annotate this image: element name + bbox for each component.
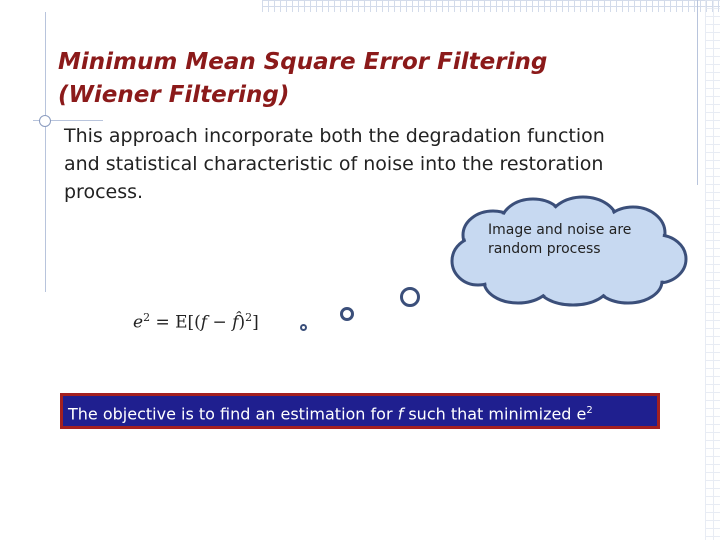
title-line-2: (Wiener Filtering): [58, 82, 290, 108]
formula-close: ): [238, 312, 246, 333]
mse-formula: [133, 311, 259, 333]
formula-minus: −: [207, 312, 233, 333]
formula-fhat: f̂: [232, 312, 239, 333]
formula-e: e: [133, 312, 144, 333]
formula-end: ]: [252, 312, 259, 333]
formula-f: f: [200, 312, 208, 333]
formula-exponent: 2: [245, 311, 253, 324]
decorative-grid-right: [705, 0, 720, 540]
body-paragraph: This approach incorporate both the degradation function and statistical characteristic of noise into the restoration process.: [64, 125, 605, 203]
objective-text-after: such that minimized e: [403, 404, 587, 424]
decorative-vertical-line-right: [697, 0, 698, 185]
decorative-circle-icon: [39, 115, 51, 127]
decorative-vertical-line: [45, 12, 46, 292]
thought-bubble-small: [340, 307, 354, 321]
title-line-1: Minimum Mean Square Error Filtering: [58, 49, 548, 75]
formula-e-exponent: 2: [143, 311, 151, 324]
decorative-grid-top: [262, 0, 720, 12]
thought-bubble-tiny: [300, 324, 307, 331]
objective-box: [60, 393, 660, 429]
objective-exponent: 2: [586, 405, 593, 416]
objective-text-before: The objective is to find an estimation for: [68, 404, 398, 424]
thought-bubble-medium: [400, 287, 420, 307]
slide-title: [58, 46, 547, 112]
cloud-text: Image and noise are random process: [488, 222, 632, 257]
formula-eq: = E[(: [150, 312, 201, 333]
objective-var: f: [397, 404, 404, 424]
